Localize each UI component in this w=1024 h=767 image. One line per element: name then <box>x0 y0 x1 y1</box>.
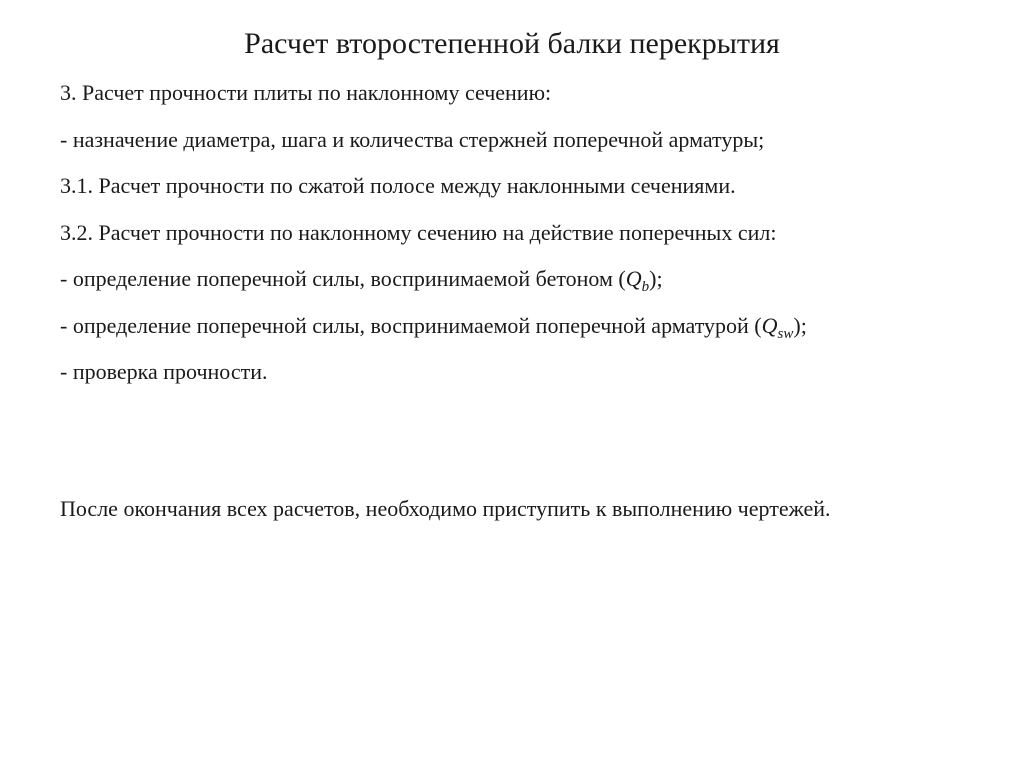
step-3-heading: 3. Расчет прочности плиты по наклонному сечению: <box>60 80 552 105</box>
bullet-reinforcement-shear-force <box>60 312 1000 342</box>
slide-title: Расчет второстепенной балки перекрытия <box>244 27 780 60</box>
step-3-2-heading: 3.2. Расчет прочности по наклонному сечению на действие поперечных сил: <box>60 219 777 245</box>
bullet-concrete-prefix: - определение поперечной силы, воспринимаемой бетоном ( <box>60 266 626 291</box>
bullet-concrete-shear-force <box>60 266 1000 295</box>
symbol-q: Q <box>625 266 642 291</box>
bullet-strength-check: - проверка прочности. <box>60 359 268 384</box>
subscript-b: b <box>641 279 650 295</box>
bullet-transverse-reinforcement: - назначение диаметра, шага и количества стержней поперечной арматуры; <box>60 126 765 152</box>
step-3-1-heading: 3.1. Расчет прочности по сжатой полосе между наклонными сечениями. <box>60 173 736 198</box>
subscript-sw: sw <box>777 325 794 342</box>
bullet-reinforcement-prefix: - определение поперечной силы, воспринимаемой поперечной арматурой ( <box>60 312 762 338</box>
calculation-steps-list <box>60 80 1000 406</box>
bullet-reinforcement-suffix: ); <box>793 312 807 338</box>
bullet-concrete-suffix: ); <box>649 266 663 291</box>
symbol-q: Q <box>761 312 778 338</box>
closing-note: После окончания всех расчетов, необходимо приступить к выполнению чертежей. <box>60 496 831 521</box>
